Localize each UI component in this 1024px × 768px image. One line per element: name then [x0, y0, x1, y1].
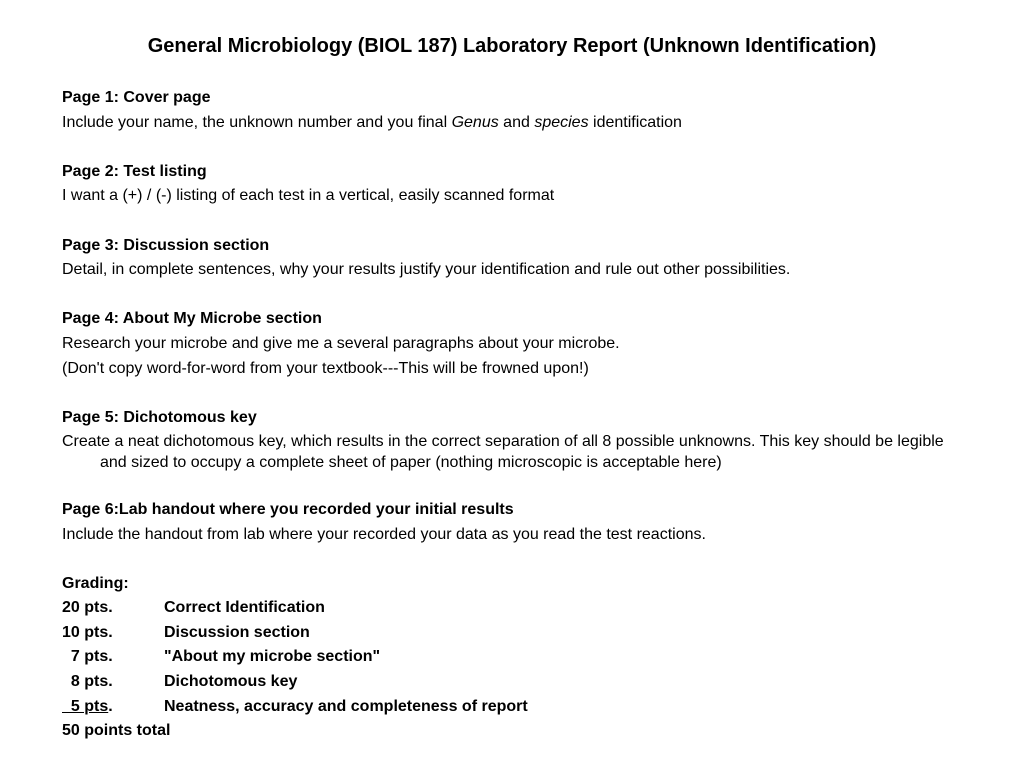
grading-item: Discussion section — [164, 623, 310, 641]
grading-points: 8 pts. — [62, 673, 113, 691]
section-heading: Page 5: Dichotomous key — [62, 408, 257, 426]
grading-item: "About my microbe section" — [164, 648, 381, 666]
grading-total: 50 points total — [62, 722, 171, 740]
text-part: and — [498, 113, 535, 131]
grading-points-suffix: . — [108, 697, 113, 715]
section-heading: Page 4: About My Microbe section — [62, 310, 322, 328]
section-text: Research your microbe and give me a several paragraphs about your microbe. — [62, 334, 620, 352]
grading-item: Correct Identification — [164, 599, 325, 617]
grading-title: Grading: — [62, 574, 129, 592]
page-title: General Microbiology (BIOL 187) Laboratory Report (Unknown Identification) — [147, 35, 877, 57]
section-text: Include the handout from lab where your recorded your data as you read the test reactions. — [62, 525, 706, 543]
grading-item: Dichotomous key — [164, 673, 298, 691]
section-cover-page — [62, 86, 962, 135]
grading-points — [62, 695, 164, 720]
grading-row — [62, 621, 962, 646]
section-about-microbe — [62, 307, 962, 381]
section-text: Create a neat dichotomous key, which results in the correct separation of all 8 possible unknowns. This key should be legible and sized to occupy a complete sheet of paper (nothing microscopic is acceptable here) — [62, 433, 944, 472]
section-dichotomous-key — [62, 406, 962, 474]
section-text: (Don't copy word-for-word from your textbook---This will be frowned upon!) — [62, 359, 589, 377]
grading-row — [62, 645, 962, 670]
grading-points: 7 pts. — [62, 648, 113, 666]
section-lab-handout — [62, 498, 962, 547]
section-heading: Page 1: Cover page — [62, 89, 211, 106]
section-discussion — [62, 234, 962, 283]
text-part: Include your name, the unknown number and you final — [62, 113, 452, 131]
species-text: species — [534, 113, 589, 131]
grading-points-underlined: 5 pts — [62, 697, 109, 715]
document-body — [62, 86, 962, 744]
grading-row — [62, 695, 962, 720]
section-text: I want a (+) / (-) listing of each test in a vertical, easily scanned format — [62, 187, 555, 205]
grading-item: Neatness, accuracy and completeness of report — [164, 697, 528, 715]
section-heading: Page 6:Lab handout where you recorded your initial results — [62, 500, 514, 518]
section-test-listing — [62, 160, 962, 209]
grading-row — [62, 596, 962, 621]
section-text: Detail, in complete sentences, why your results justify your identification and rule out other possibilities. — [62, 261, 791, 279]
grading-points: 20 pts. — [62, 599, 113, 617]
grading-row — [62, 670, 962, 695]
genus-text: Genus — [451, 113, 499, 131]
grading-section — [62, 572, 962, 744]
text-part: identification — [588, 113, 682, 131]
grading-points: 10 pts. — [62, 623, 113, 641]
section-heading: Page 3: Discussion section — [62, 236, 270, 254]
section-text — [62, 111, 962, 136]
section-heading: Page 2: Test listing — [62, 162, 207, 180]
